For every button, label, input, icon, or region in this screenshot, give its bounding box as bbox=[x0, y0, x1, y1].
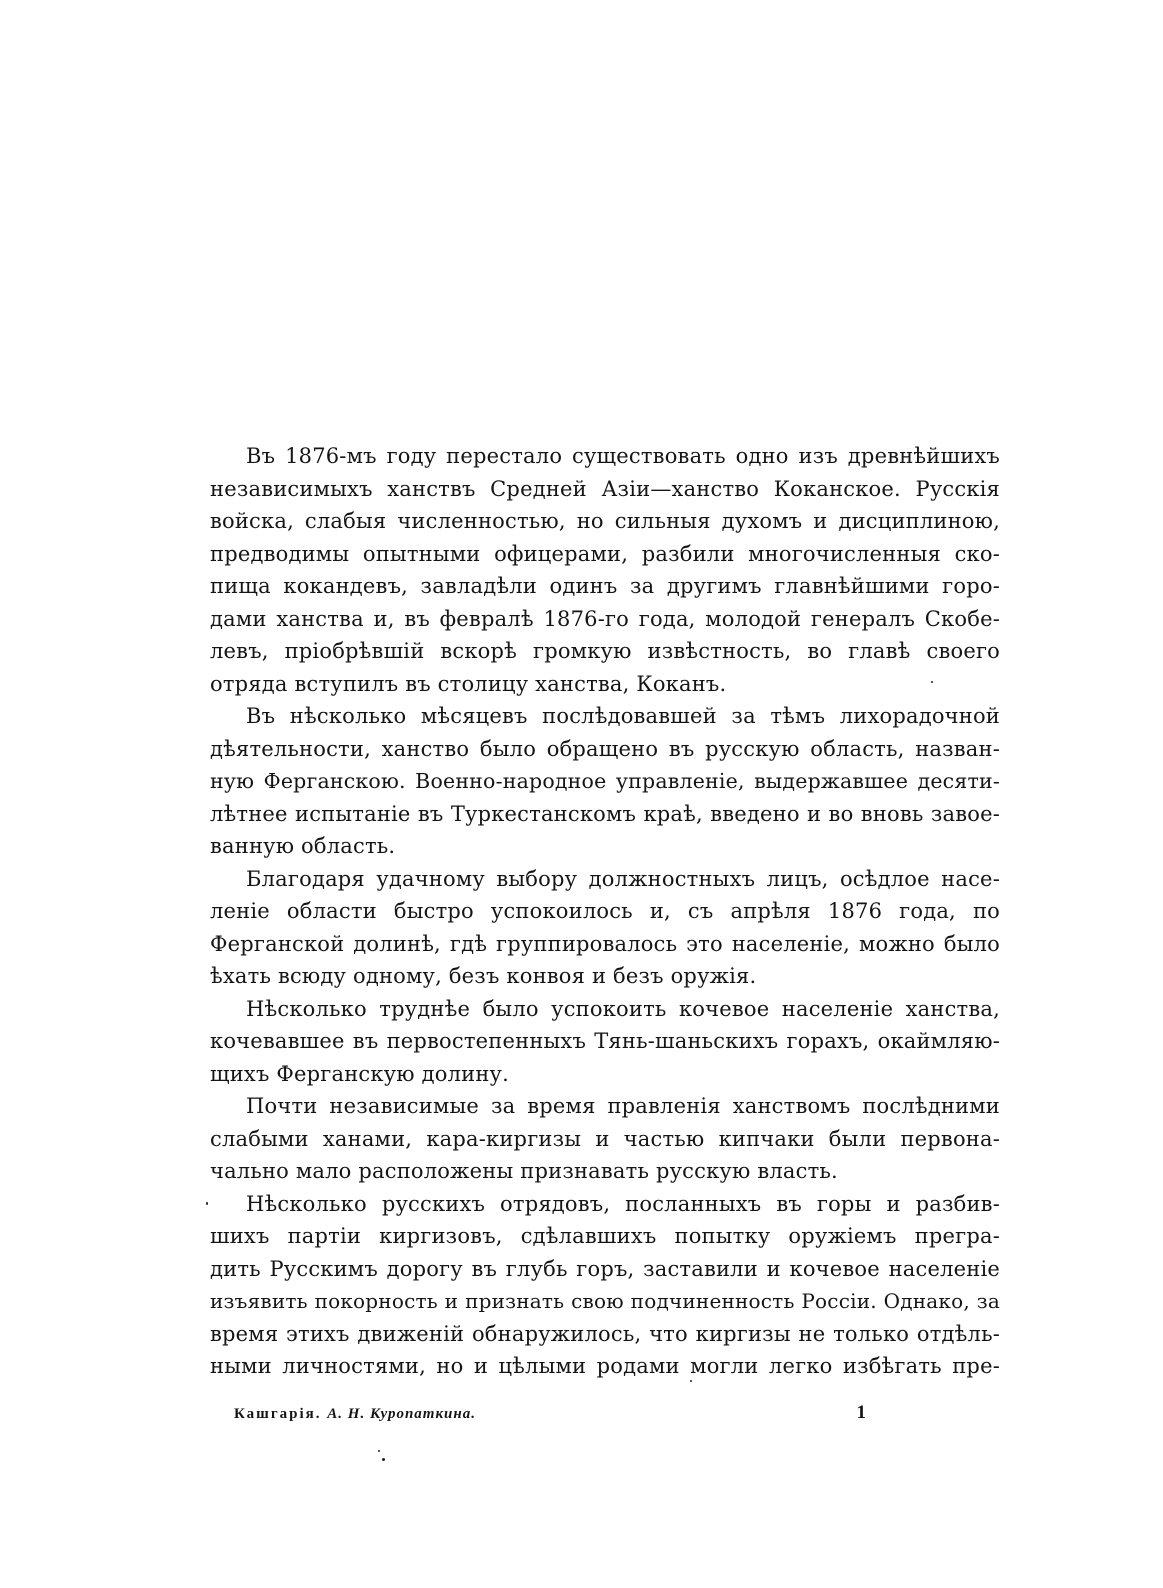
text-line: левъ, пріобрѣвшій вскорѣ громкую извѣстность, во главѣ своего bbox=[210, 639, 1000, 663]
book-author: А. Н. Куропаткина. bbox=[327, 1406, 476, 1422]
text-line: пища кокандевъ, завладѣли одинъ за другимъ главнѣйшими горо- bbox=[210, 574, 1000, 598]
text-line: щихъ Ферганскую долину. bbox=[210, 1061, 509, 1086]
text-line: леніе области быстро успокоилось и, съ апрѣля 1876 года, по bbox=[210, 899, 1000, 923]
text-line: Благодаря удачному выбору должностныхъ лицъ, осѣдлое насе- bbox=[246, 866, 1000, 891]
text-line: дѣятельности, ханство было обращено въ русскую область, назван- bbox=[210, 736, 1000, 761]
paragraph bbox=[210, 440, 1000, 700]
text-line: независимыхъ ханствъ Средней Азіи—ханство Коканское. Русскія bbox=[210, 476, 1000, 501]
text-line: предводимы опытными офицерами, разбили многочисленныя ско- bbox=[210, 541, 1000, 566]
text-line: изъявить покорность и признать свою подчиненность Россіи. Однако, за bbox=[210, 1289, 1000, 1313]
text-line: лѣтнее испытаніе въ Туркестанскомъ краѣ, введено и во вновь завое- bbox=[210, 801, 1000, 826]
paragraph bbox=[210, 1188, 1000, 1383]
text-line: дами ханства и, въ февралѣ 1876-го года, молодой генералъ Скобе- bbox=[210, 606, 1000, 631]
text-line: отряда вступилъ въ столицу ханства, Коканъ. bbox=[210, 671, 727, 696]
scan-speck bbox=[690, 1380, 692, 1382]
scan-speck bbox=[378, 1450, 380, 1452]
paragraph bbox=[210, 863, 1000, 993]
paragraph bbox=[210, 700, 1000, 863]
text-line: дить Русскимъ дорогу въ глубь горъ, заставили и кочевое населеніе bbox=[210, 1256, 1000, 1281]
text-line: Въ нѣсколько мѣсяцевъ послѣдовавшей за тѣмъ лихорадочной bbox=[246, 704, 1000, 728]
paragraph bbox=[210, 993, 1000, 1091]
text-line: время этихъ движеній обнаружилось, что киргизы не только отдѣль- bbox=[210, 1321, 1000, 1346]
text-line: кочевавшее въ первостепенныхъ Тянь-шаньскихъ горахъ, окаймляю- bbox=[210, 1029, 1000, 1053]
running-footer bbox=[234, 1406, 476, 1423]
book-title: Кашгарія. bbox=[234, 1406, 322, 1422]
page-footer bbox=[234, 1400, 894, 1432]
paragraph bbox=[210, 1090, 1000, 1188]
text-line: войска, слабыя численностью, но сильныя духомъ и дисциплиною, bbox=[210, 509, 1000, 533]
text-line: ную Ферганскою. Военно-народное управленіе, выдержавшее десяти- bbox=[210, 769, 1000, 793]
text-line: шихъ партіи киргизовъ, сдѣлавшихъ попытку оружіемъ прегра- bbox=[210, 1224, 1000, 1248]
scan-speck bbox=[382, 1458, 385, 1461]
scan-speck bbox=[931, 681, 933, 683]
page-number: 1 bbox=[856, 1402, 866, 1423]
text-line: Ферганской долинѣ, гдѣ группировалось это населеніе, можно было bbox=[210, 931, 1000, 956]
text-line: чально мало расположены признавать русскую власть. bbox=[210, 1159, 838, 1183]
text-line: ванную область. bbox=[210, 834, 396, 858]
body-text bbox=[210, 440, 1000, 1383]
text-line: ѣхать всюду одному, безъ конвоя и безъ оружія. bbox=[210, 964, 757, 988]
text-line: слабыми ханами, кара-киргизы и частью кипчаки были первона- bbox=[210, 1126, 1000, 1151]
text-line: Нѣсколько русскихъ отрядовъ, посланныхъ въ горы и разбив- bbox=[246, 1191, 1000, 1216]
text-line: Въ 1876-мъ году перестало существовать одно изъ древнѣйшихъ bbox=[246, 444, 1000, 468]
scan-speck bbox=[206, 1202, 208, 1205]
text-line: Почти независимые за время правленія ханствомъ послѣдними bbox=[246, 1094, 1000, 1118]
text-line: ными личностями, но и цѣлыми родами могли легко избѣгать пре- bbox=[210, 1354, 1000, 1378]
text-line: Нѣсколько труднѣе было успокоить кочевое населеніе ханства, bbox=[246, 996, 1000, 1021]
